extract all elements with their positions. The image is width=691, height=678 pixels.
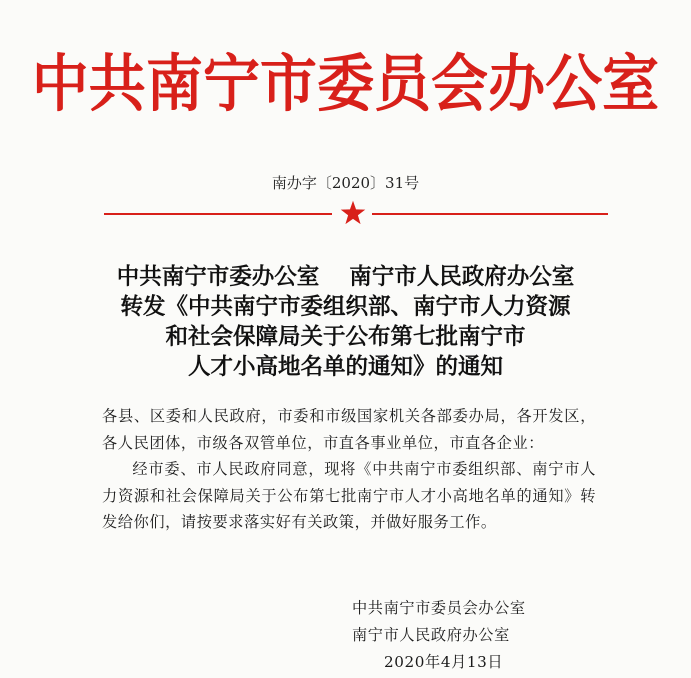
divider-line-left <box>104 213 332 215</box>
signature-date: 2020年4月13日 <box>384 653 504 671</box>
masthead-title: 中共南宁市委员会办公室 <box>31 47 660 120</box>
divider-line-right <box>372 213 608 215</box>
title-line-1 <box>0 262 691 292</box>
title-line-4: 人才小高地名单的通知》的通知 <box>187 354 503 380</box>
document-body <box>102 403 596 536</box>
title-issuer-1: 中共南宁市委办公室 <box>116 264 320 290</box>
signature-issuer-2: 南宁市人民政府办公室 <box>352 626 510 644</box>
signature-issuer-1: 中共南宁市委员会办公室 <box>352 599 526 617</box>
document-title <box>0 262 691 382</box>
star-icon <box>339 199 367 227</box>
title-line-3: 和社会保障局关于公布第七批南宁市 <box>165 324 526 350</box>
signature-block <box>352 595 572 676</box>
addressee: 各县、区委和人民政府，市委和市级国家机关各部委办局，各开发区，各人民团体，市级各双管单位，市直各事业单位，市直各企业： <box>102 407 596 452</box>
document-number: 南办字〔2020〕31号 <box>271 174 420 192</box>
title-issuer-2: 南宁市人民政府办公室 <box>349 264 575 290</box>
title-line-2: 转发《中共南宁市委组织部、南宁市人力资源 <box>120 294 571 320</box>
body-paragraph: 经市委、市人民政府同意，现将《中共南宁市委组织部、南宁市人力资源和社会保障局关于公布第七批南宁市人才小高地名单的通知》转发给你们，请按要求落实好有关政策，并做好服务工作。 <box>102 460 596 531</box>
